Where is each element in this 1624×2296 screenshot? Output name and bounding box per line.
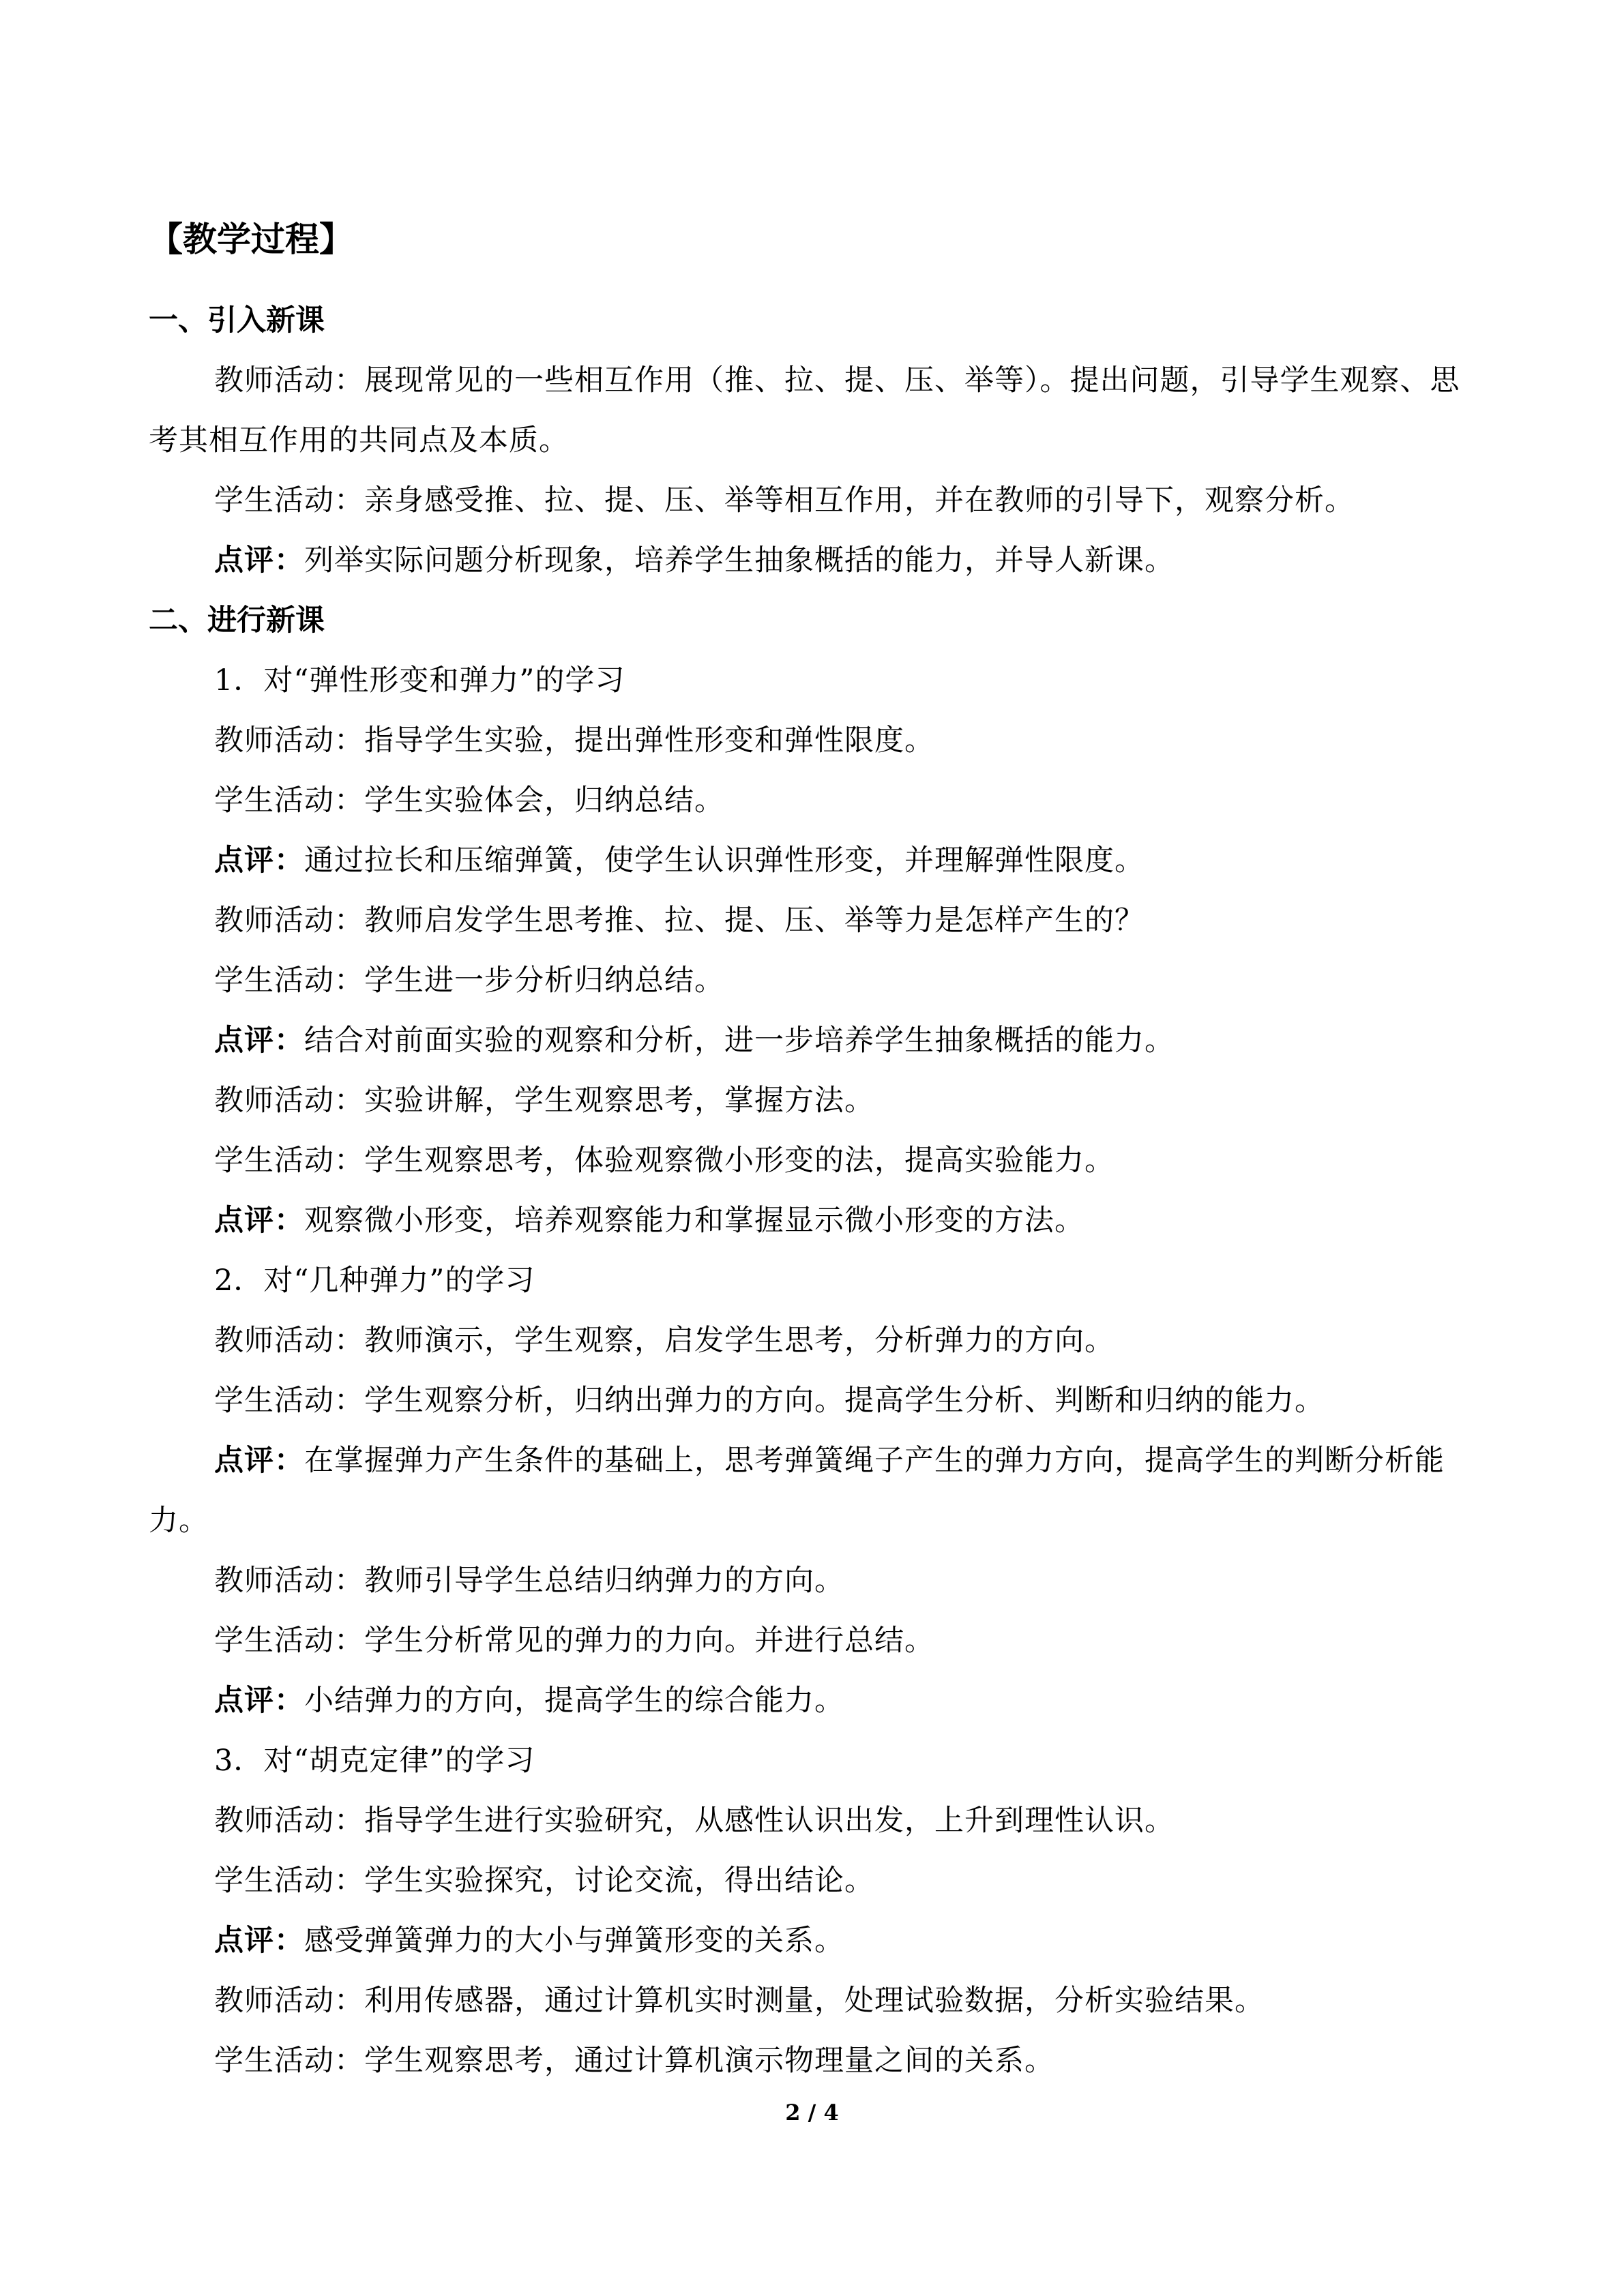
paragraph-text: 教师活动：教师引导学生总结归纳弹力的方向。 xyxy=(214,1564,844,1598)
paragraph xyxy=(149,531,1475,591)
section-heading: 二、进行新课 xyxy=(149,603,325,638)
paragraph-text: 教师活动：教师启发学生思考推、拉、提、压、举等力是怎样产生的？ xyxy=(214,904,1145,938)
paragraph-text: 教师活动：教师演示，学生观察，启发学生思考，分析弹力的方向。 xyxy=(214,1324,1114,1358)
paragraph xyxy=(149,2031,1475,2091)
paragraph xyxy=(149,771,1475,831)
paragraph-text: 感受弹簧弹力的大小与弹簧形变的关系。 xyxy=(304,1924,844,1958)
paragraph-text: 列举实际问题分析现象，培养学生抽象概括的能力，并导人新课。 xyxy=(304,543,1175,578)
paragraph xyxy=(149,1971,1475,2031)
paragraph xyxy=(149,1911,1475,1971)
paragraph xyxy=(149,1731,1475,1791)
paragraph xyxy=(149,1551,1475,1611)
paragraph-text: 学生活动：学生观察思考，通过计算机演示物理量之间的关系。 xyxy=(214,2044,1054,2078)
comment-label: 点评： xyxy=(214,1444,304,1478)
paragraph xyxy=(149,1371,1475,1431)
paragraph xyxy=(149,1011,1475,1071)
paragraph xyxy=(149,471,1475,531)
comment-label: 点评： xyxy=(214,543,304,578)
paragraph-text: 观察微小形变，培养观察能力和掌握显示微小形变的方法。 xyxy=(304,1204,1084,1238)
paragraph-text: 结合对前面实验的观察和分析，进一步培养学生抽象概括的能力。 xyxy=(304,1024,1175,1058)
section-heading: 一、引入新课 xyxy=(149,303,325,338)
paragraph-text: 学生活动：学生进一步分析归纳总结。 xyxy=(214,964,724,998)
paragraph xyxy=(149,351,1475,471)
paragraph xyxy=(149,1131,1475,1191)
comment-label: 点评： xyxy=(214,844,304,878)
paragraph xyxy=(149,1251,1475,1311)
paragraph xyxy=(149,1851,1475,1911)
paragraph xyxy=(149,1671,1475,1731)
paragraph xyxy=(149,831,1475,891)
comment-label: 点评： xyxy=(214,1024,304,1058)
paragraph-text: 在掌握弹力产生条件的基础上，思考弹簧绳子产生的弹力方向，提高学生的判断分析能力。 xyxy=(149,1444,1445,1538)
paragraph-text: 学生活动：学生观察分析，归纳出弹力的方向。提高学生分析、判断和归纳的能力。 xyxy=(214,1384,1325,1418)
paragraph xyxy=(149,1071,1475,1131)
paragraph xyxy=(149,651,1475,711)
paragraph-text: 小结弹力的方向，提高学生的综合能力。 xyxy=(304,1684,844,1718)
paragraph xyxy=(149,1191,1475,1251)
paragraph-text: 教师活动：展现常见的一些相互作用（推、拉、提、压、举等）。提出问题，引导学生观察、思考其相互作用的共同点及本质。 xyxy=(149,363,1460,458)
paragraph xyxy=(149,891,1475,951)
paragraph-text: 通过拉长和压缩弹簧，使学生认识弹性形变，并理解弹性限度。 xyxy=(304,844,1145,878)
paragraph-text: 学生活动：学生实验探究，讨论交流，得出结论。 xyxy=(214,1864,874,1898)
paragraph-text: 教师活动：指导学生实验，提出弹性形变和弹性限度。 xyxy=(214,724,934,758)
paragraph-text: 学生活动：亲身感受推、拉、提、压、举等相互作用，并在教师的引导下，观察分析。 xyxy=(214,483,1355,518)
paragraph-text: 教师活动：指导学生进行实验研究，从感性认识出发，上升到理性认识。 xyxy=(214,1804,1175,1838)
document-body xyxy=(149,209,1475,2091)
paragraph-text: 学生活动：学生分析常见的弹力的力向。并进行总结。 xyxy=(214,1624,934,1658)
page-number: 2 / 4 xyxy=(785,2100,839,2126)
paragraph xyxy=(149,1791,1475,1851)
paragraph xyxy=(149,1311,1475,1371)
comment-label: 点评： xyxy=(214,1924,304,1958)
paragraph-text: 教师活动：实验讲解，学生观察思考，掌握方法。 xyxy=(214,1084,874,1118)
comment-label: 点评： xyxy=(214,1204,304,1238)
paragraph-text: 3．对“胡克定律”的学习 xyxy=(214,1744,535,1778)
page-title: 【教学过程】 xyxy=(149,220,353,259)
paragraph xyxy=(149,951,1475,1011)
comment-label: 点评： xyxy=(214,1684,304,1718)
paragraph xyxy=(149,1431,1475,1551)
sections-container xyxy=(149,290,1475,2091)
paragraph xyxy=(149,711,1475,771)
paragraph-text: 1．对“弹性形变和弹力”的学习 xyxy=(214,664,625,698)
paragraph-text: 学生活动：学生观察思考，体验观察微小形变的法，提高实验能力。 xyxy=(214,1144,1114,1178)
paragraph-text: 学生活动：学生实验体会，归纳总结。 xyxy=(214,784,724,818)
paragraph-text: 教师活动：利用传感器，通过计算机实时测量，处理试验数据，分析实验结果。 xyxy=(214,1984,1265,2018)
paragraph xyxy=(149,1611,1475,1671)
paragraph-text: 2．对“几种弹力”的学习 xyxy=(214,1264,535,1298)
